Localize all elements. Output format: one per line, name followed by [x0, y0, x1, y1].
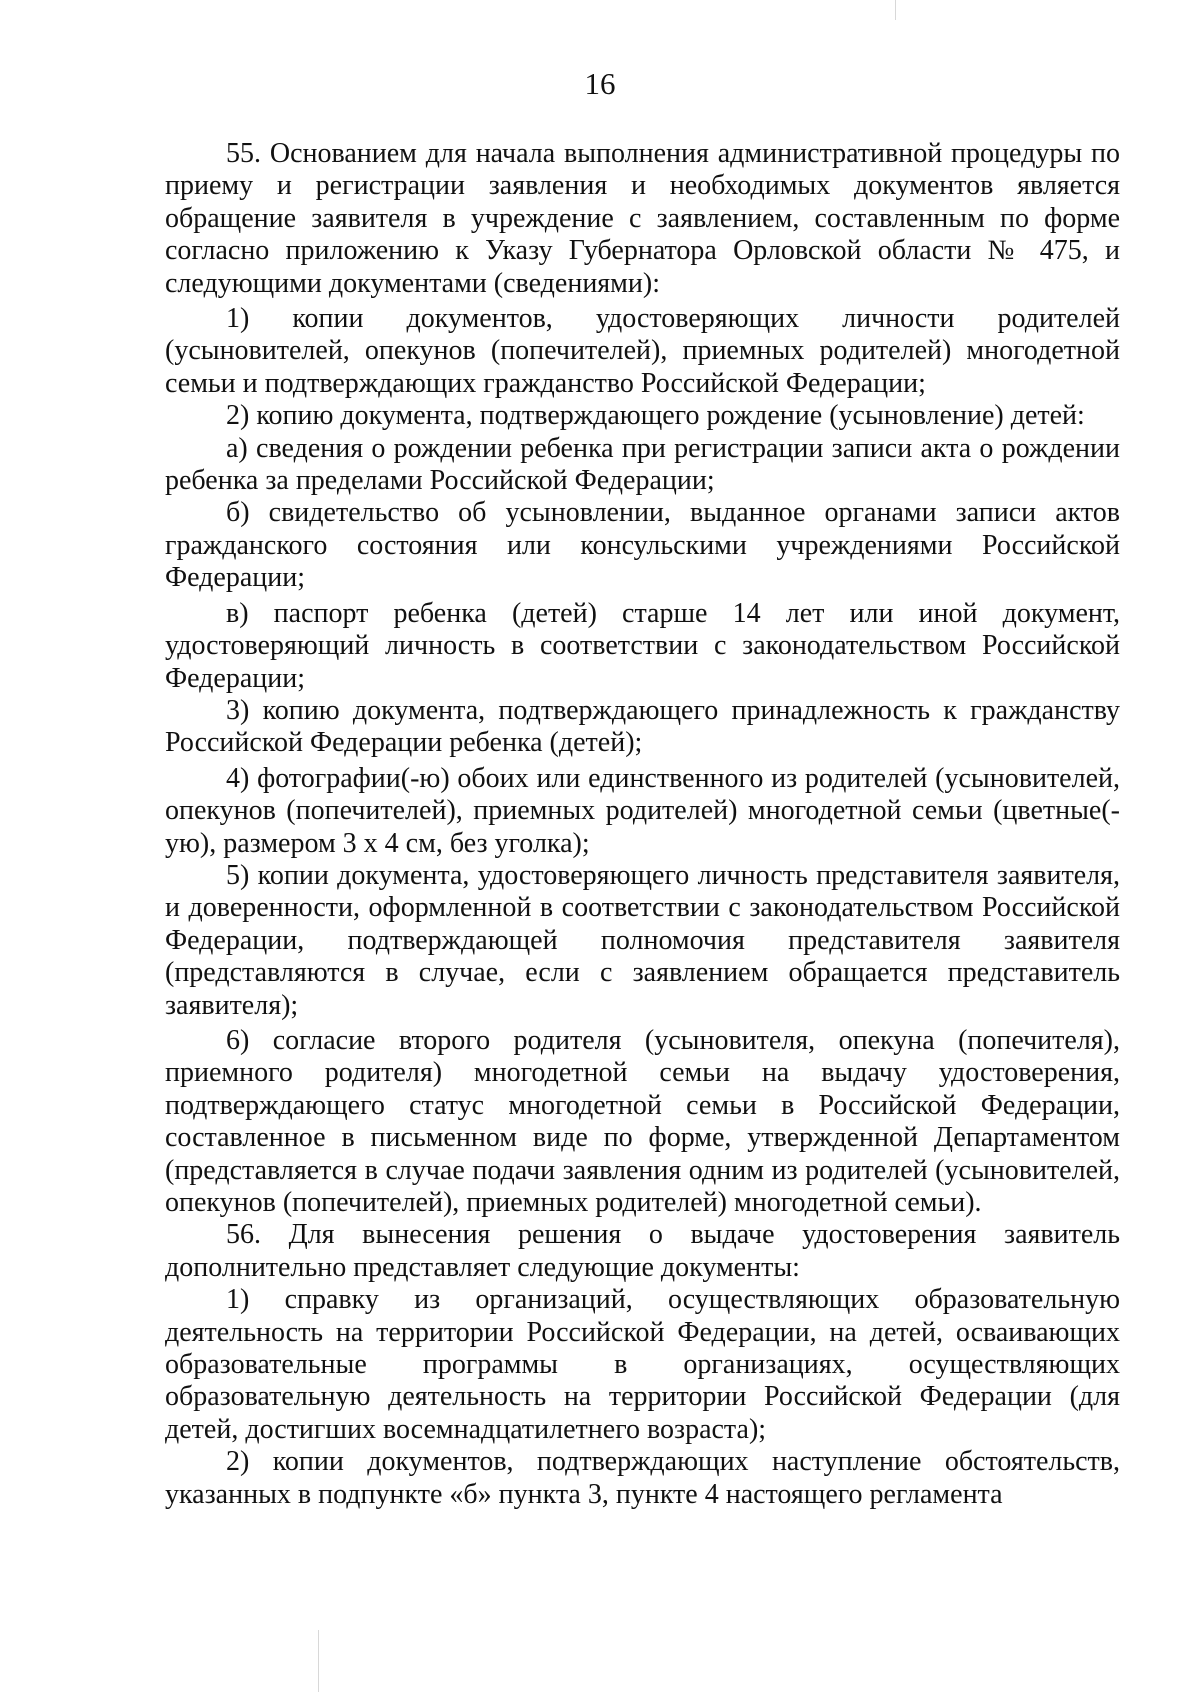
- paragraph-56-item-1: 1) справку из организаций, осуществляющих образовательную деятельность на территории Российской Федерации, на детей, осваивающих образовательные программы в организациях, осуществляющих образовательную деятельность на территории Российской Федерации (для детей, достигших восемнадцатилетнего возраста);: [165, 1284, 1120, 1445]
- scan-artifact-bottom: [318, 1630, 319, 1692]
- paragraph-item-2a: а) сведения о рождении ребенка при регистрации записи акта о рождении ребенка за пределами Российской Федерации;: [165, 432, 1120, 497]
- paragraph-item-3: 3) копию документа, подтверждающего принадлежность к гражданству Российской Федерации ребенка (детей);: [165, 694, 1120, 759]
- paragraph-item-4: 4) фотографии(-ю) обоих или единственного из родителей (усыновителей, опекунов (попечителей), приемных родителей) многодетной семьи (цветные(-ую), размером 3 х 4 см, без уголка);: [165, 762, 1120, 859]
- paragraph-item-6: 6) согласие второго родителя (усыновителя, опекуна (попечителя), приемного родителя) многодетной семьи на выдачу удостоверения, подтверждающего статус многодетной семьи в Российской Федерации, составленное в письменном виде по форме, утвержденной Департаментом (представляется в случае подачи заявления одним из родителей (усыновителей, опекунов (попечителей), приемных родителей) многодетной семьи).: [165, 1024, 1120, 1218]
- paragraph-55-intro: 55. Основанием для начала выполнения административной процедуры по приему и регистрации заявления и необходимых документов является обращение заявителя в учреждение с заявлением, составленным по форме согласно приложению к Указу Губернатора Орловской области № 475, и следующими документами (сведениями):: [165, 138, 1120, 299]
- paragraph-item-2b: б) свидетельство об усыновлении, выданное органами записи актов гражданского состояния или консульскими учреждениями Российской Федерации;: [165, 497, 1120, 594]
- document-body: [165, 138, 1120, 1511]
- page-number: 16: [584, 66, 616, 101]
- paragraph-item-1: 1) копии документов, удостоверяющих личности родителей (усыновителей, опекунов (попечителей), приемных родителей) многодетной семьи и подтверждающих гражданство Российской Федерации;: [165, 303, 1120, 399]
- paragraph-item-2: 2) копию документа, подтверждающего рождение (усыновление) детей:: [226, 400, 1085, 432]
- paragraph-item-2v: в) паспорт ребенка (детей) старше 14 лет или иной документ, удостоверяющий личность в соответствии с законодательством Российской Федерации;: [165, 597, 1120, 694]
- paragraph-item-5: 5) копии документа, удостоверяющего личность представителя заявителя, и доверенности, оформленной в соответствии с законодательством Российской Федерации, подтверждающей полномочия представителя заявителя (представляются в случае, если с заявлением обращается представитель заявителя);: [165, 859, 1120, 1021]
- paragraph-56-item-2: 2) копии документов, подтверждающих наступление обстоятельств, указанных в подпункте «б» пункта 3, пункте 4 настоящего регламента: [165, 1446, 1120, 1510]
- paragraph-56-intro: 56. Для вынесения решения о выдаче удостоверения заявитель дополнительно представляет следующие документы:: [165, 1219, 1120, 1283]
- scan-artifact-top: [895, 0, 896, 20]
